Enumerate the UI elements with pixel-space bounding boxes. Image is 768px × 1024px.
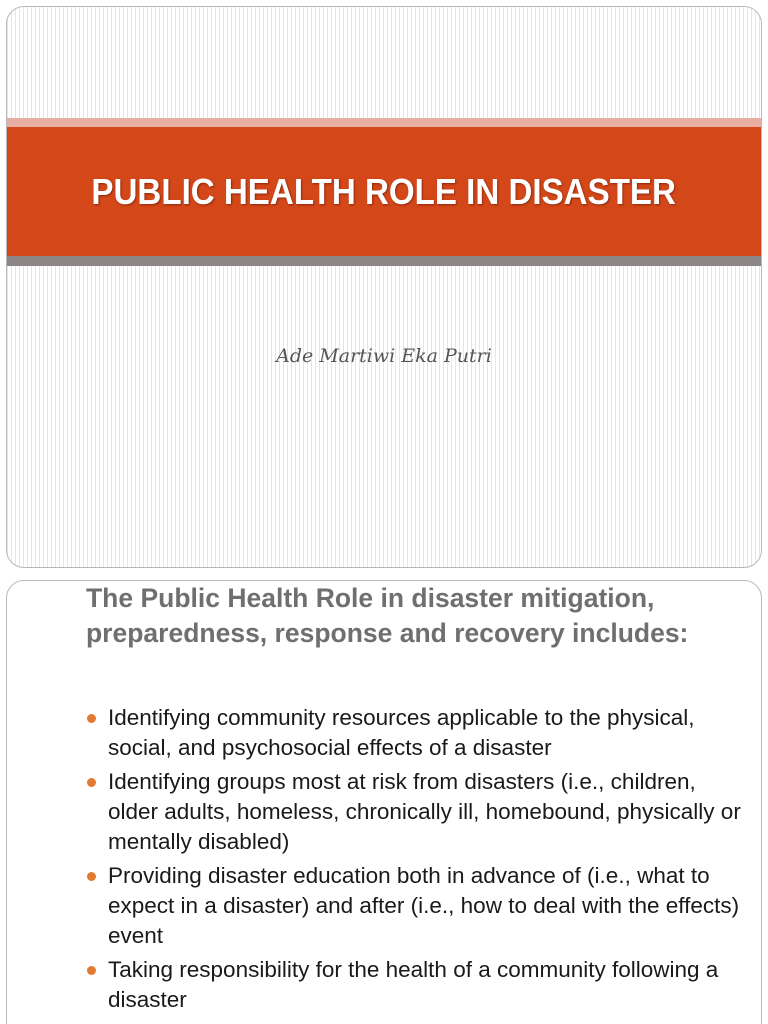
bullet-text: Providing disaster education both in advance of (i.e., what to expect in a disaster) and after (i.e., how to deal with the effects) event bbox=[108, 863, 740, 948]
bullet-text: Identifying groups most at risk from disasters (i.e., children, older adults, homeless, chronically ill, homebound, physically or mentally disabled) bbox=[108, 769, 741, 854]
bullet-icon bbox=[87, 966, 96, 975]
content-heading: The Public Health Role in disaster mitigation, preparedness, response and recovery includes: bbox=[86, 583, 689, 648]
content-slide bbox=[6, 580, 762, 1024]
list-item bbox=[85, 767, 745, 857]
accent-stripe-top bbox=[7, 118, 761, 127]
bullet-icon bbox=[87, 714, 96, 723]
bullet-list bbox=[85, 703, 745, 1019]
title-slide bbox=[6, 6, 762, 568]
slide-title: PUBLIC HEALTH ROLE IN DISASTER bbox=[91, 170, 677, 212]
accent-stripe-bottom bbox=[7, 256, 761, 266]
author-name: Ade Martiwi Eka Putri bbox=[276, 345, 492, 367]
list-item bbox=[85, 861, 745, 951]
title-band bbox=[7, 127, 761, 256]
bullet-text: Identifying community resources applicable to the physical, social, and psychosocial effects of a disaster bbox=[108, 705, 695, 760]
list-item bbox=[85, 703, 745, 763]
bullet-icon bbox=[87, 778, 96, 787]
list-item bbox=[85, 955, 745, 1015]
bullet-text: Taking responsibility for the health of a community following a disaster bbox=[108, 957, 719, 1012]
bullet-icon bbox=[87, 872, 96, 881]
